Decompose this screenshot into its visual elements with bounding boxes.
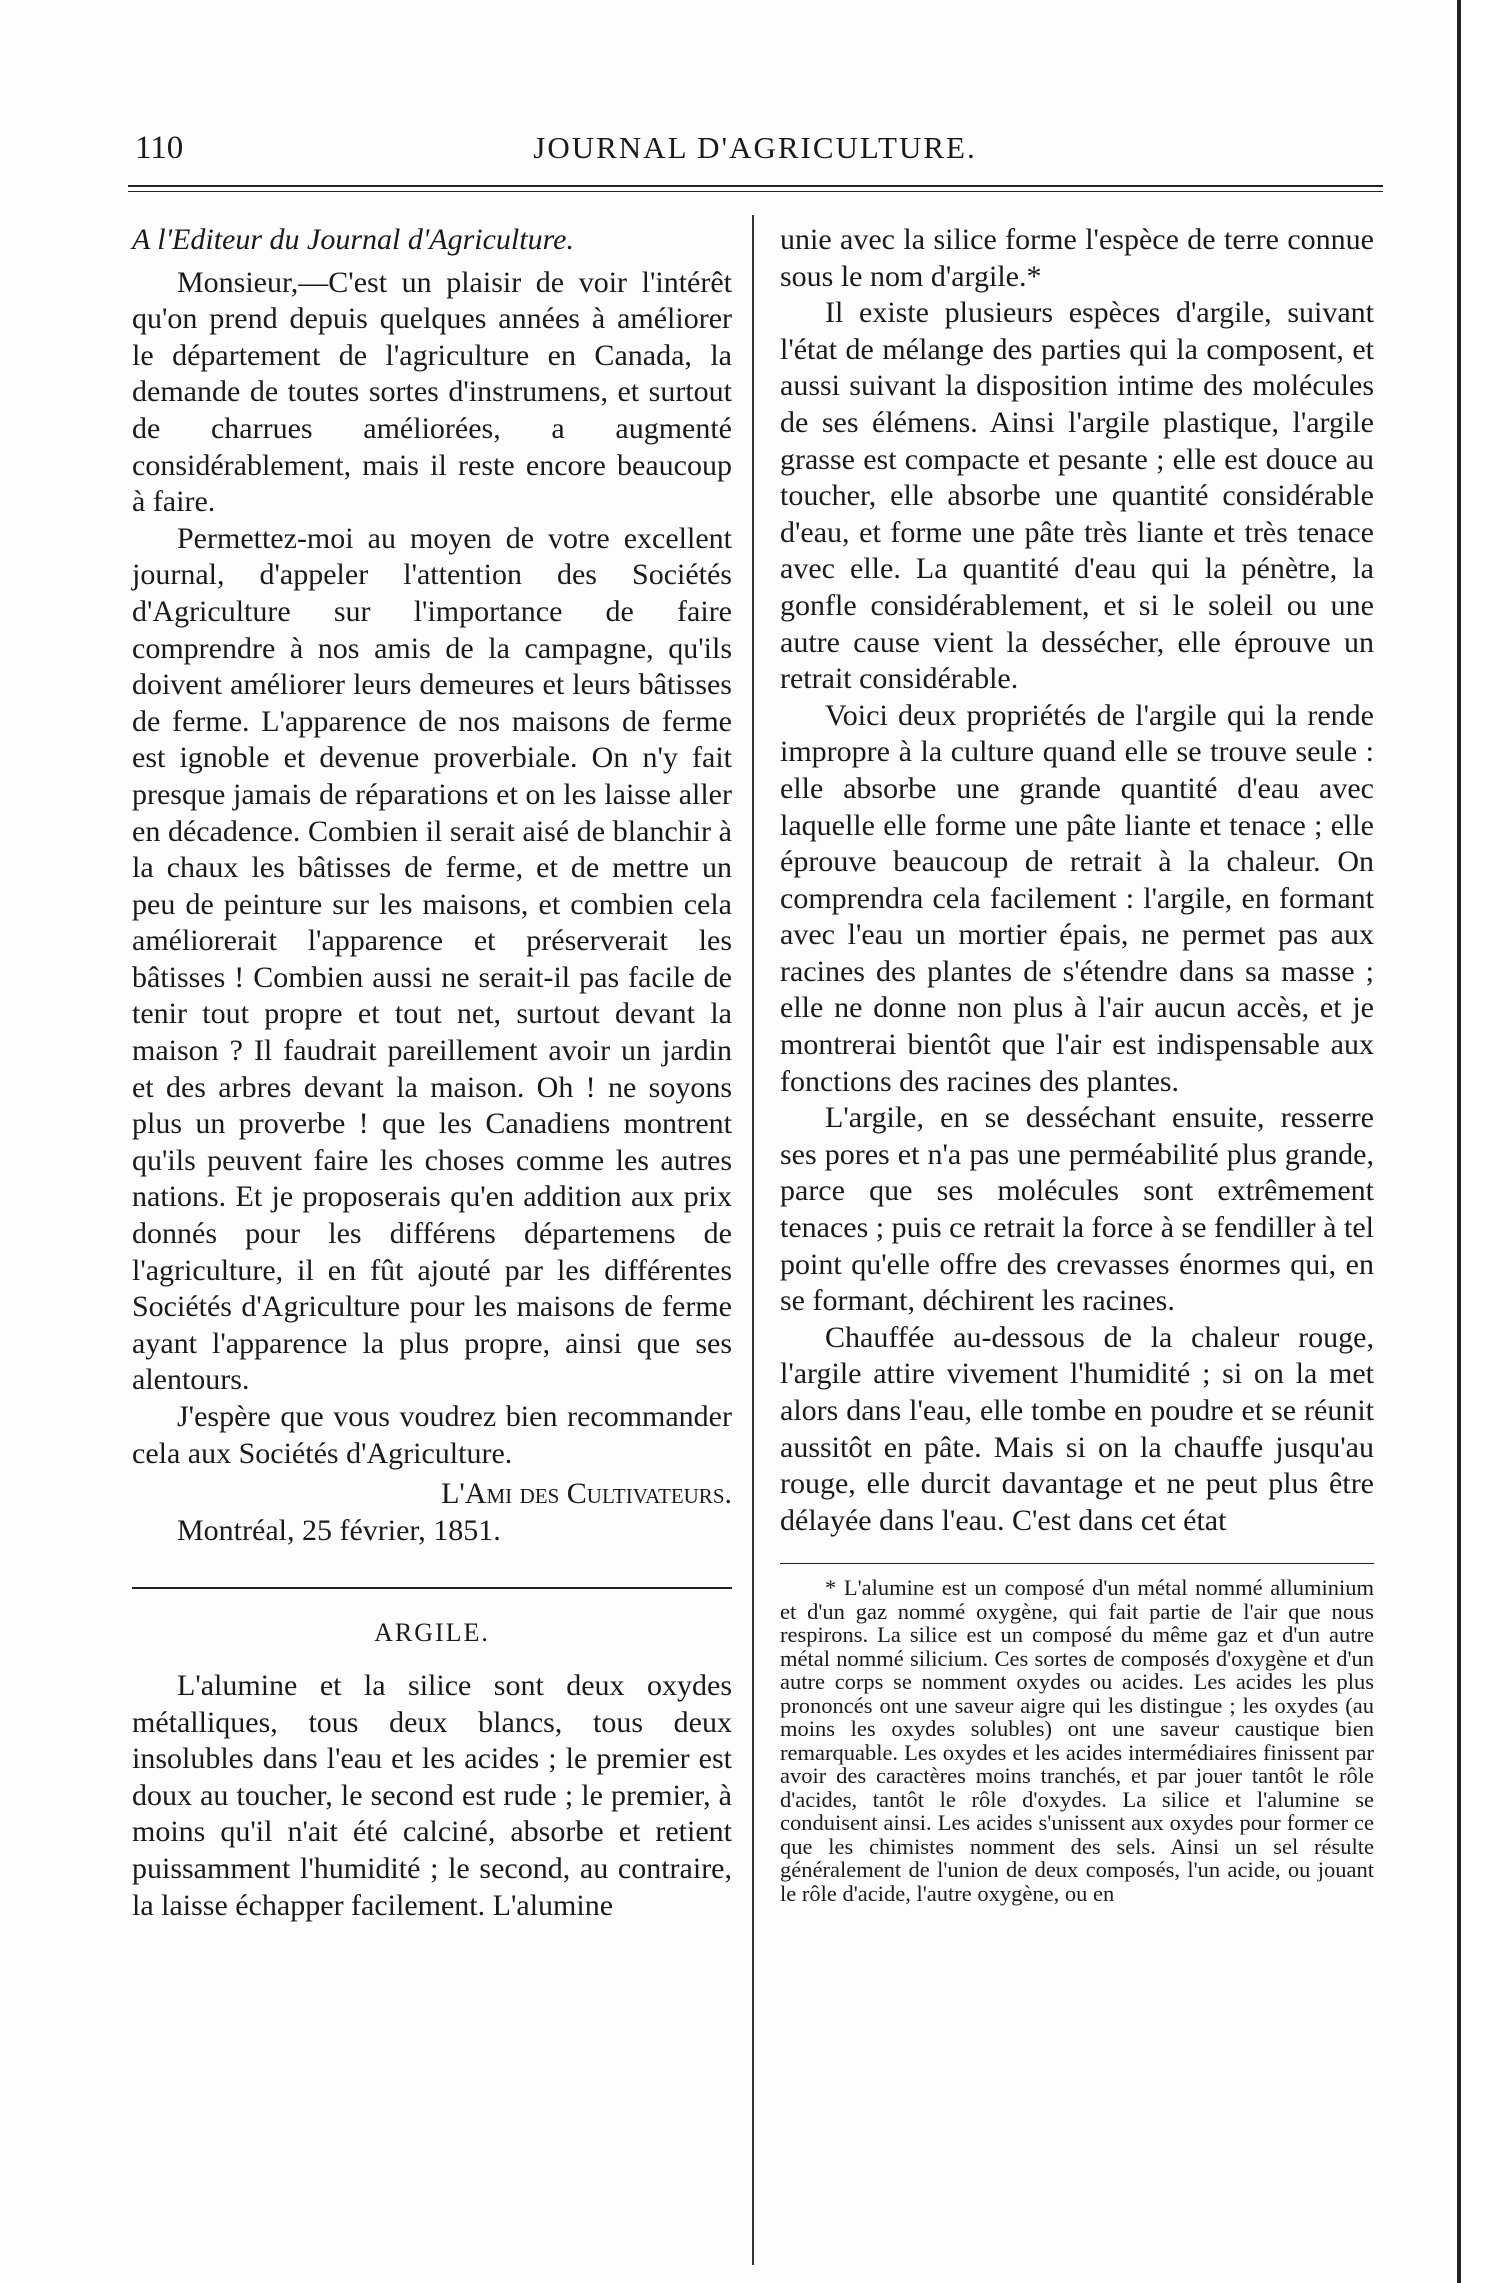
argile-paragraph-3: Il existe plusieurs espèces d'argile, suivant l'état de mélange des parties qui la composent, et aussi suivant la disposition intime des molécules de ses élémens. Ainsi l'argile plastique, l'argile grasse est compacte et pesante ; elle est douce au toucher, elle absorbe une quantité considérable d'eau, et forme une pâte très liante et très tenace avec elle. La quantité d'eau qui la pénètre, la gonfle considérablement, et si le soleil ou une autre cause vient la dessécher, elle éprouve un retrait considérable. [780,296,1374,696]
footnote-text: * L'alumine est un composé d'un métal nommé alluminium et d'un gaz nommé oxygène, qui fait partie de l'air que nous respirons. La silice est un composé du même gaz et d'un autre métal nommé silicium. Ces sortes de composés d'oxygène et d'un autre corps se nomment oxydes ou acides. Les acides les plus prononcés ont une saveur aigre qui les distingue ; les oxydes (au moins les oxydes solubles) ont une saveur caustique bien remarquable. Les oxydes et les acides intermédiaires finissent par avoir des caractères moins tranchés, et par jouer tantôt le rôle d'acides, tantôt le rôle d'oxydes. La silice et l'alumine se conduisent ainsi. Les acides s'unissent aux oxydes pour former ce que les chimistes nomment des sels. Ainsi un sel résulte généralement de l'union de deux composés, l'un acide, ou jouant le rôle d'acide, l'autre oxygène, ou en [780,1575,1374,1906]
letter-paragraph-2: Permettez-moi au moyen de votre excellent journal, d'appeler l'attention des Sociétés d'Agriculture sur l'importance de faire comprendre à nos amis de la campagne, qu'ils doivent améliorer leurs demeures et leurs bâtisses de ferme. L'apparence de nos maisons de ferme est ignoble et devenue proverbiale. On n'y fait presque jamais de réparations et on les laisse aller en décadence. Combien il serait aisé de blanchir à la chaux les bâtisses de ferme, et de mettre un peu de peinture sur les maisons, et combien cela améliorerait l'apparence et préserverait les bâtisses ! Combien aussi ne serait-il pas facile de tenir tout propre et tout net, surtout devant la maison ? Il faudrait pareillement avoir un jardin et des arbres devant la maison. Oh ! ne soyons plus un proverbe ! que les Canadiens montrent qu'ils peuvent faire les choses comme les autres nations. Et je proposerais qu'en addition aux prix donnés pour les différens départemens de l'agriculture, il en fût ajouté par les différentes Sociétés d'Agriculture pour les maisons de ferme ayant l'apparence la plus propre, ainsi que ses alentours. [132,521,732,1397]
left-column [132,222,732,1924]
argile-paragraph-1: L'alumine et la silice sont deux oxydes métalliques, tous deux blancs, tous deux insolubles dans l'eau et les acides ; le premier est doux au toucher, le second est rude ; le premier, à moins qu'il n'ait été calciné, absorbe et retient puissamment l'humidité ; le second, au contraire, la laisse échapper facilement. L'alumine [132,1668,732,1922]
argile-paragraph-2: unie avec la silice forme l'espèce de terre connue sous le nom d'argile.* [780,223,1374,293]
letter-paragraph-3: J'espère que vous voudrez bien recommander cela aux Sociétés d'Agriculture. [132,1400,732,1470]
letter-paragraph-1: Monsieur,—C'est un plaisir de voir l'intérêt qu'on prend depuis quelques années à améliorer le département de l'agriculture en Canada, la demande de toutes sortes d'instrumens, et surtout de charrues améliorées, a augmenté considérablement, mais il reste encore beaucoup à faire. [132,265,732,519]
argile-paragraph-5: L'argile, en se desséchant ensuite, resserre ses pores et n'a pas une perméabilité plus grande, parce que ses molécules sont extrêmement tenaces ; puis ce retrait la force à se fendiller à tel point qu'elle offre des crevasses énormes qui, en se formant, déchirent les racines. [780,1101,1374,1318]
page-number: 110 [135,130,184,166]
footnote [780,1576,1374,1905]
header-rule [128,185,1383,187]
letter-dateline: Montréal, 25 février, 1851. [177,1513,501,1547]
argile-paragraph-4: Voici deux propriétés de l'argile qui la rende impropre à la culture quand elle se trouve seule : elle absorbe une grande quantité d'eau avec laquelle elle forme une pâte liante et tenace ; elle éprouve beaucoup de retrait à la chaleur. On comprendra cela facilement : l'argile, en formant avec l'eau un mortier épais, ne permet pas aux racines des plantes de s'étendre dans sa masse ; elle ne donne non plus à l'air aucun accès, et je montrerai bientôt que l'air est indispensable aux fonctions des racines des plantes. [780,698,1374,1098]
footnote-divider [780,1563,1374,1564]
section-title: ARGILE. [374,1618,490,1648]
letter-title: A l'Editeur du Journal d'Agriculture. [132,223,574,256]
letter-signature: L'Ami des Cultivateurs. [441,1477,732,1511]
argile-paragraph-6: Chauffée au-dessous de la chaleur rouge, l'argile attire vivement l'humidité ; si on la met alors dans l'eau, elle tombe en poudre et se réunit aussitôt en pâte. Mais si on la chauffe jusqu'au rouge, elle durcit davantage et ne peut plus être délayée dans l'eau. C'est dans cet état [780,1320,1374,1537]
page-header [135,130,1375,170]
section-divider [132,1587,732,1589]
column-divider [752,215,754,2265]
page-edge [1457,0,1502,2283]
right-column [780,222,1374,1905]
header-rule-thin [128,191,1383,192]
running-title: JOURNAL D'AGRICULTURE. [533,130,977,165]
